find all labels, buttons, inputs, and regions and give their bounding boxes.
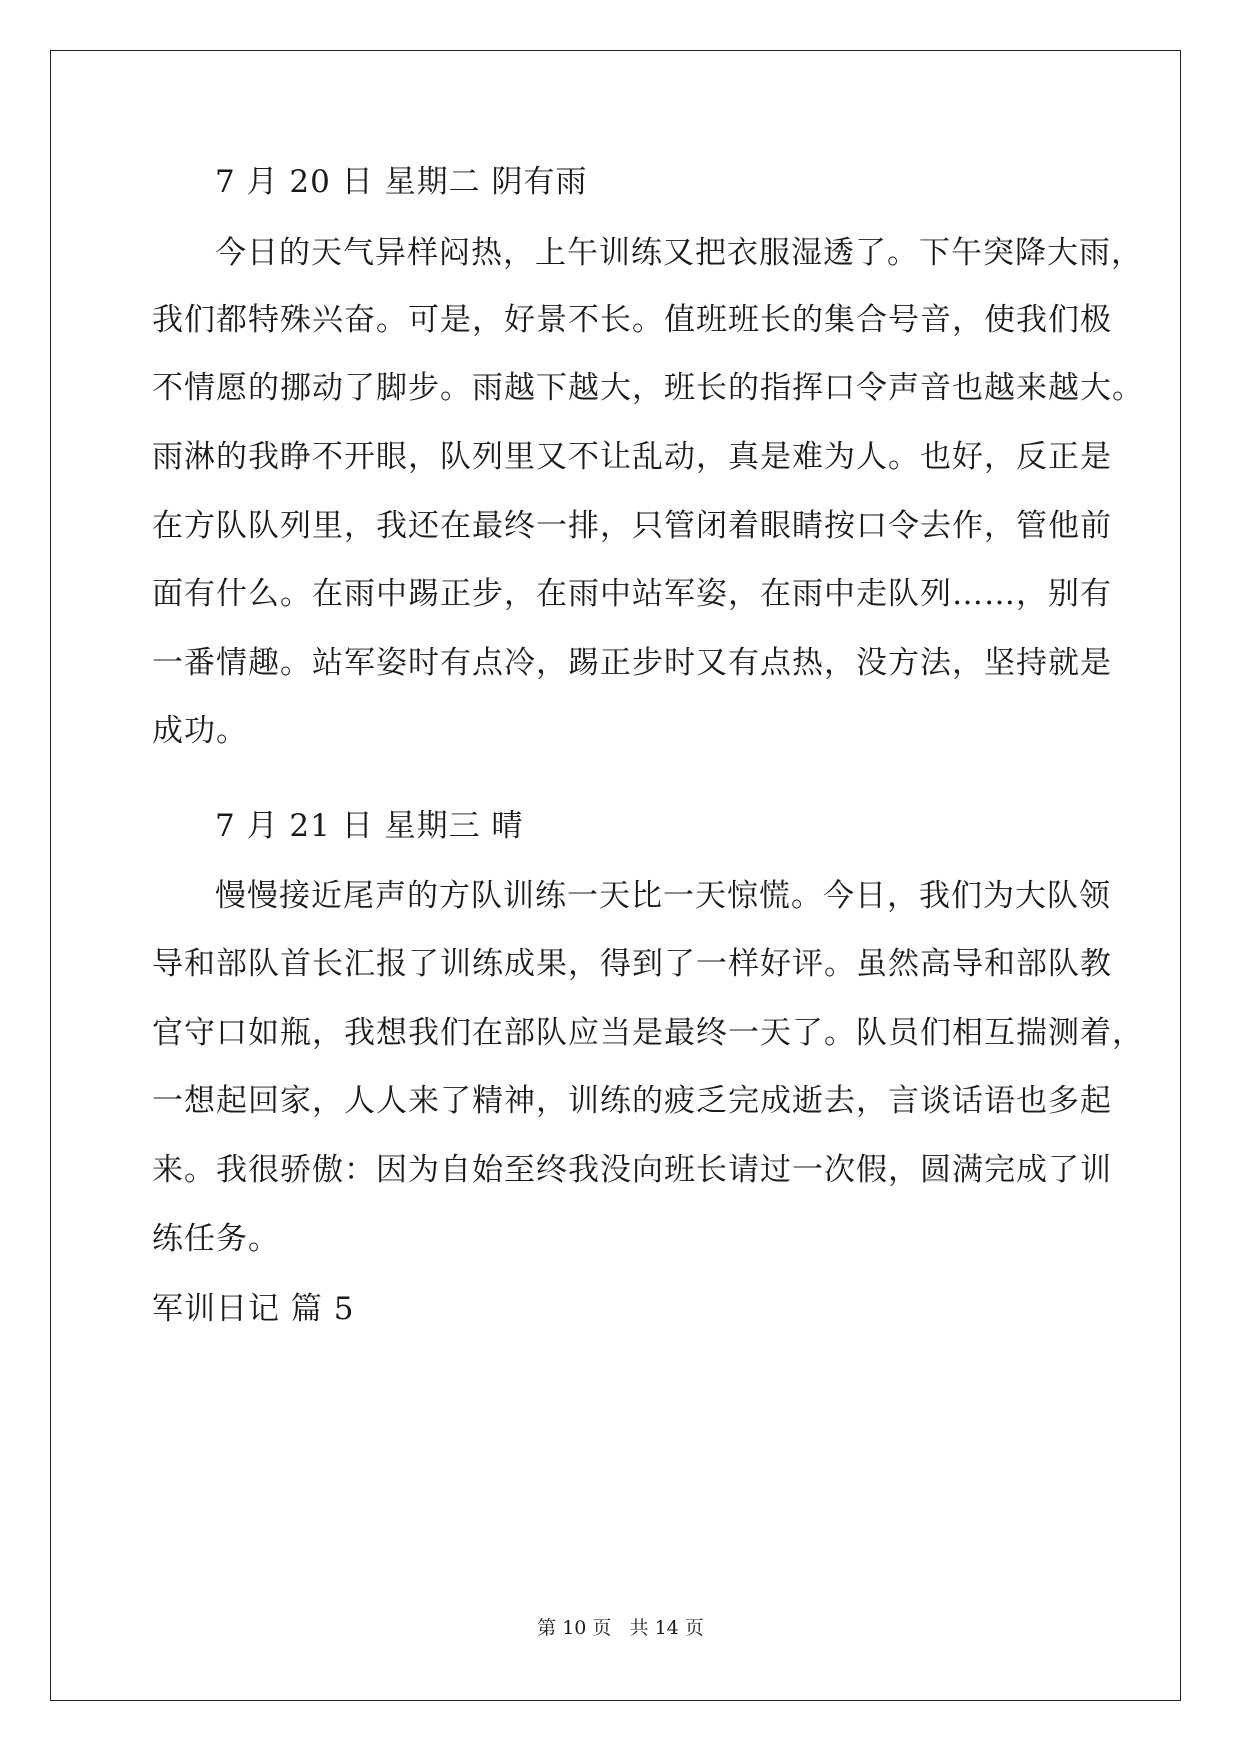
paragraph-line: 面有什么。在雨中踢正步，在雨中站军姿，在雨中走队列……，别有	[152, 576, 1112, 612]
paragraph-line: 不情愿的挪动了脚步。雨越下越大，班长的指挥口令声音也越来越大。	[152, 370, 1144, 406]
paragraph-line: 今日的天气异样闷热，上午训练又把衣服湿透了。下午突降大雨，	[215, 235, 1143, 271]
entry-heading: 7 月 20 日 星期二 阴有雨	[215, 164, 588, 200]
entry-heading: 7 月 21 日 星期三 晴	[215, 808, 524, 844]
paragraph-line: 一想起回家，人人来了精神，训练的疲乏完成逝去，言谈话语也多起	[152, 1083, 1112, 1119]
paragraph-line: 慢慢接近尾声的方队训练一天比一天惊慌。今日，我们为大队领	[215, 878, 1111, 914]
paragraph-line: 来。我很骄傲：因为自始至终我没向班长请过一次假，圆满完成了训	[152, 1152, 1112, 1188]
paragraph-line: 一番情趣。站军姿时有点冷，踢正步时又有点热，没方法，坚持就是	[152, 645, 1112, 681]
paragraph-line: 在方队队列里，我还在最终一排，只管闭着眼睛按口令去作，管他前	[152, 508, 1112, 544]
paragraph-line: 成功。	[152, 713, 248, 749]
page-number-footer: 第 10 页 共 14 页	[537, 1617, 704, 1639]
paragraph-line: 雨淋的我睁不开眼，队列里又不让乱动，真是难为人。也好，反正是	[152, 439, 1112, 475]
section-title: 军训日记 篇 5	[152, 1291, 355, 1327]
paragraph-line: 我们都特殊兴奋。可是，好景不长。值班班长的集合号音，使我们极	[152, 302, 1112, 338]
paragraph-line: 导和部队首长汇报了训练成果，得到了一样好评。虽然高导和部队教	[152, 946, 1112, 982]
paragraph-line: 练任务。	[152, 1221, 280, 1257]
paragraph-line: 官守口如瓶，我想我们在部队应当是最终一天了。队员们相互揣测着，	[152, 1015, 1144, 1051]
